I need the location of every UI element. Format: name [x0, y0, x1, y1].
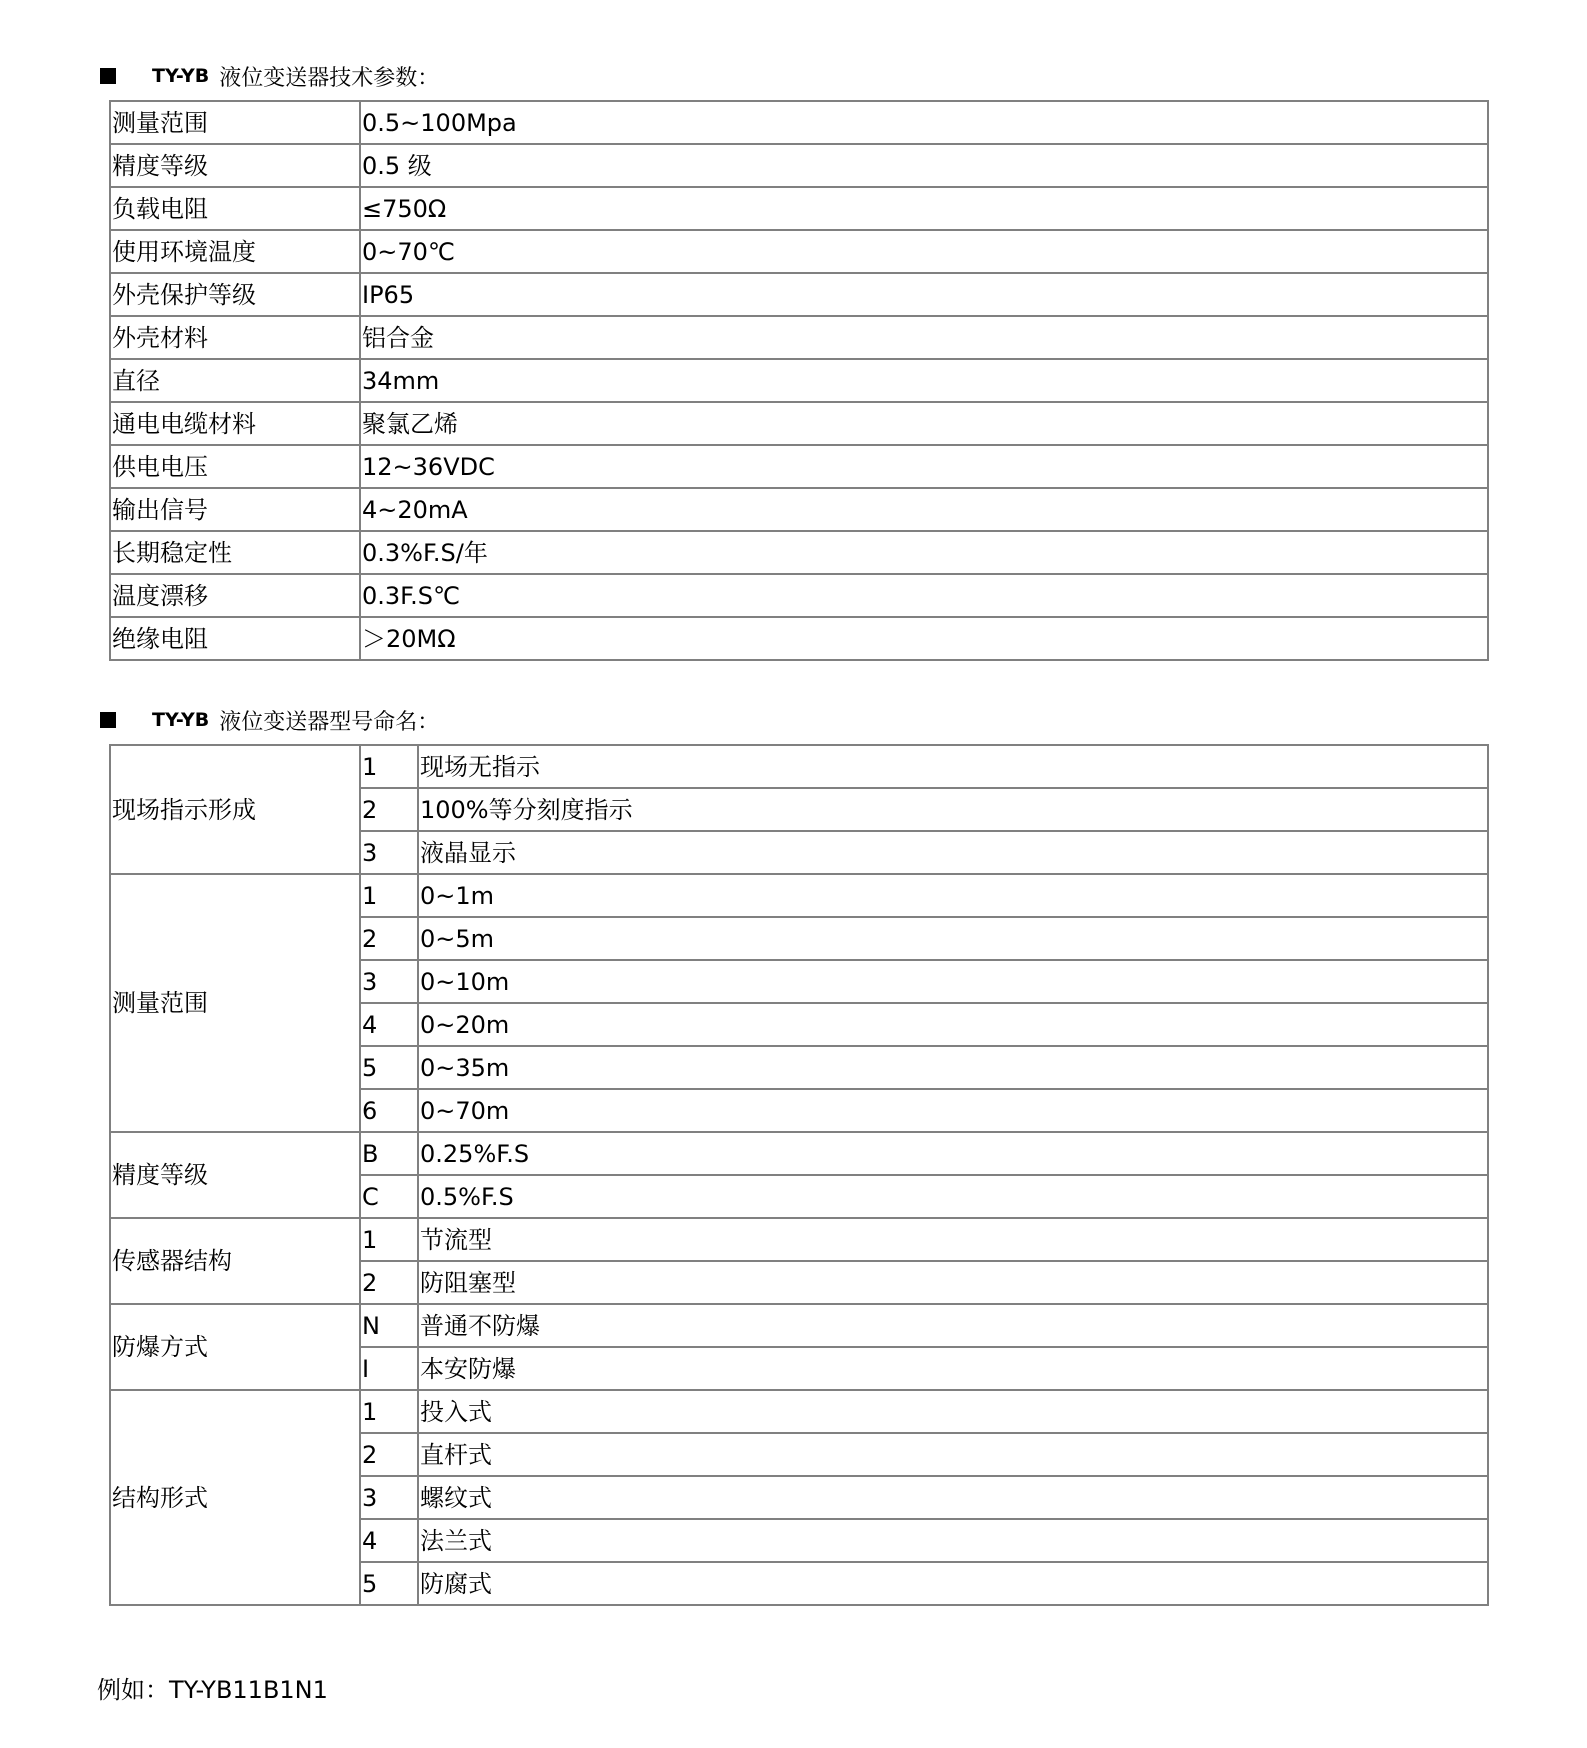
bullet-square-icon — [100, 712, 116, 728]
params-heading — [100, 61, 439, 91]
model-option-code: 2 — [360, 1433, 418, 1476]
param-label: 外壳材料 — [110, 316, 360, 359]
model-option-code: B — [360, 1132, 418, 1175]
model-group-label: 结构形式 — [110, 1390, 360, 1605]
param-value: ＞20MΩ — [360, 617, 1488, 660]
model-group-label: 传感器结构 — [110, 1218, 360, 1304]
model-option-desc: 0~5m — [418, 917, 1488, 960]
param-row — [110, 316, 1488, 359]
param-value: 铝合金 — [360, 316, 1488, 359]
model-option-desc: 0~35m — [418, 1046, 1488, 1089]
model-option-desc: 节流型 — [418, 1218, 1488, 1261]
model-option-desc: 0~20m — [418, 1003, 1488, 1046]
model-option-code: C — [360, 1175, 418, 1218]
model-option-code: 2 — [360, 1261, 418, 1304]
example-text: 例如：TY-YB11B1N1 — [97, 1676, 328, 1704]
model-option-desc: 法兰式 — [418, 1519, 1488, 1562]
param-value: IP65 — [360, 273, 1488, 316]
model-option-code: 1 — [360, 745, 418, 788]
param-label: 绝缘电阻 — [110, 617, 360, 660]
param-row — [110, 402, 1488, 445]
param-label: 通电电缆材料 — [110, 402, 360, 445]
model-option-code: 3 — [360, 831, 418, 874]
model-option-desc: 100%等分刻度指示 — [418, 788, 1488, 831]
param-row — [110, 531, 1488, 574]
model-option-code: 1 — [360, 874, 418, 917]
model-option-row — [110, 1132, 1488, 1175]
param-row — [110, 101, 1488, 144]
model-option-desc: 投入式 — [418, 1390, 1488, 1433]
param-label: 长期稳定性 — [110, 531, 360, 574]
model-option-code: 1 — [360, 1218, 418, 1261]
param-value: 0.5 级 — [360, 144, 1488, 187]
model-option-desc: 现场无指示 — [418, 745, 1488, 788]
model-heading-title: 液位变送器型号命名： — [219, 709, 440, 735]
param-label: 使用环境温度 — [110, 230, 360, 273]
model-option-desc: 0~10m — [418, 960, 1488, 1003]
model-option-code: 3 — [360, 1476, 418, 1519]
param-label: 外壳保护等级 — [110, 273, 360, 316]
model-option-row — [110, 1218, 1488, 1261]
param-label: 负载电阻 — [110, 187, 360, 230]
model-option-row — [110, 1304, 1488, 1347]
model-group-label: 现场指示形成 — [110, 745, 360, 874]
param-row — [110, 359, 1488, 402]
model-group-label: 精度等级 — [110, 1132, 360, 1218]
model-option-desc: 液晶显示 — [418, 831, 1488, 874]
model-option-code: 3 — [360, 960, 418, 1003]
model-option-code: 6 — [360, 1089, 418, 1132]
param-value: ≤750Ω — [360, 187, 1488, 230]
param-label: 直径 — [110, 359, 360, 402]
bullet-square-icon — [100, 68, 116, 84]
param-value: 4~20mA — [360, 488, 1488, 531]
params-heading-title: 液位变送器技术参数： — [219, 65, 440, 91]
params-heading-model: TY-YB — [152, 65, 210, 87]
model-option-code: N — [360, 1304, 418, 1347]
param-label: 供电电压 — [110, 445, 360, 488]
param-label: 测量范围 — [110, 101, 360, 144]
model-option-code: 2 — [360, 917, 418, 960]
param-row — [110, 617, 1488, 660]
model-option-row — [110, 1390, 1488, 1433]
model-heading — [100, 705, 439, 735]
model-option-code: 1 — [360, 1390, 418, 1433]
model-option-desc: 0~1m — [418, 874, 1488, 917]
model-option-code: 5 — [360, 1046, 418, 1089]
model-option-desc: 螺纹式 — [418, 1476, 1488, 1519]
param-row — [110, 273, 1488, 316]
model-option-desc: 0~70m — [418, 1089, 1488, 1132]
model-heading-model: TY-YB — [152, 709, 210, 731]
param-value: 0~70℃ — [360, 230, 1488, 273]
param-label: 输出信号 — [110, 488, 360, 531]
model-naming-table — [109, 744, 1489, 1606]
param-row — [110, 445, 1488, 488]
param-label: 温度漂移 — [110, 574, 360, 617]
model-option-code: I — [360, 1347, 418, 1390]
param-row — [110, 488, 1488, 531]
model-option-row — [110, 874, 1488, 917]
model-option-desc: 0.25%F.S — [418, 1132, 1488, 1175]
param-row — [110, 230, 1488, 273]
model-group-label: 防爆方式 — [110, 1304, 360, 1390]
param-row — [110, 574, 1488, 617]
model-option-code: 4 — [360, 1519, 418, 1562]
param-row — [110, 144, 1488, 187]
model-group-label: 测量范围 — [110, 874, 360, 1132]
model-option-code: 2 — [360, 788, 418, 831]
model-option-desc: 本安防爆 — [418, 1347, 1488, 1390]
param-row — [110, 187, 1488, 230]
param-label: 精度等级 — [110, 144, 360, 187]
param-value: 0.3%F.S/年 — [360, 531, 1488, 574]
param-value: 34mm — [360, 359, 1488, 402]
param-value: 聚氯乙烯 — [360, 402, 1488, 445]
model-option-desc: 普通不防爆 — [418, 1304, 1488, 1347]
model-option-desc: 直杆式 — [418, 1433, 1488, 1476]
params-table — [109, 100, 1489, 661]
model-option-desc: 防阻塞型 — [418, 1261, 1488, 1304]
model-option-code: 4 — [360, 1003, 418, 1046]
model-option-row — [110, 745, 1488, 788]
model-option-desc: 0.5%F.S — [418, 1175, 1488, 1218]
param-value: 0.5~100Mpa — [360, 101, 1488, 144]
model-option-desc: 防腐式 — [418, 1562, 1488, 1605]
param-value: 12~36VDC — [360, 445, 1488, 488]
param-value: 0.3F.S℃ — [360, 574, 1488, 617]
model-option-code: 5 — [360, 1562, 418, 1605]
